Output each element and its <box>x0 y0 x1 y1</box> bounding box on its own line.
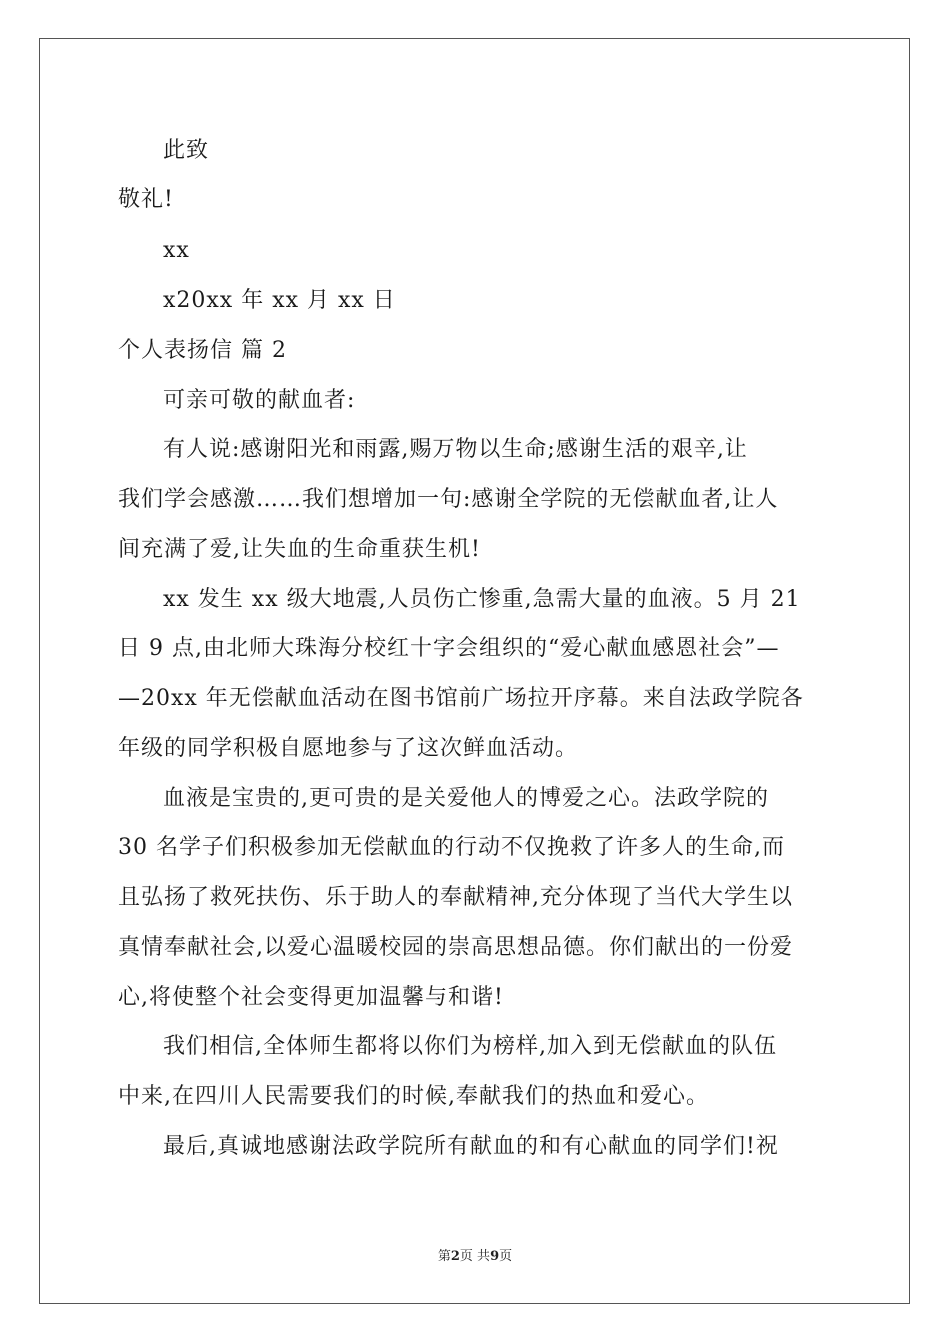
footer-suffix: 页 <box>499 1249 513 1264</box>
footer-total-pages: 9 <box>490 1249 500 1264</box>
paragraph-line: —20xx 年无偿献血活动在图书馆前广场拉开序幕。来自法政学院各 <box>118 686 804 711</box>
paragraph-line: 血液是宝贵的,更可贵的是关爱他人的博爱之心。法政学院的 <box>163 786 769 811</box>
footer-page-number: 2 <box>450 1249 460 1264</box>
paragraph-line: 我们相信,全体师生都将以你们为榜样,加入到无偿献血的队伍 <box>163 1034 777 1059</box>
paragraph-line: 我们学会感激……我们想增加一句:感谢全学院的无偿献血者,让人 <box>118 487 779 512</box>
letter-greeting: 可亲可敬的献血者: <box>163 388 356 413</box>
paragraph-line: 有人说:感谢阳光和雨露,赐万物以生命;感谢生活的艰辛,让 <box>163 437 748 462</box>
paragraph-line: 年级的同学积极自愿地参与了这次鲜血活动。 <box>118 736 579 761</box>
letter-signer: xx <box>163 238 190 263</box>
paragraph-line: 且弘扬了救死扶伤、乐于助人的奉献精神,充分体现了当代大学生以 <box>118 885 793 910</box>
letter-closing: 此致 <box>163 138 210 163</box>
letter-salute: 敬礼! <box>118 187 174 212</box>
paragraph-line: 真情奉献社会,以爱心温暖校园的崇高思想品德。你们献出的一份爱 <box>118 935 793 960</box>
paragraph-line: 中来,在四川人民需要我们的时候,奉献我们的热血和爱心。 <box>118 1084 709 1109</box>
paragraph-line: 日 9 点,由北师大珠海分校红十字会组织的“爱心献血感恩社会”— <box>118 636 780 661</box>
page-footer <box>0 1248 950 1266</box>
paragraph-line: 30 名学子们积极参加无偿献血的行动不仅挽救了许多人的生命,而 <box>118 835 785 860</box>
letter-date: x20xx 年 xx 月 xx 日 <box>163 288 396 313</box>
page-border <box>39 38 910 1304</box>
paragraph-line: 心,将使整个社会变得更加温馨与和谐! <box>118 985 504 1010</box>
paragraph-line: xx 发生 xx 级大地震,人员伤亡惨重,急需大量的血液。5 月 21 <box>163 587 801 612</box>
paragraph-line: 最后,真诚地感谢法政学院所有献血的和有心献血的同学们!祝 <box>163 1134 779 1159</box>
section-title: 个人表扬信 篇 2 <box>118 338 287 363</box>
footer-mid: 页 共 <box>459 1249 491 1264</box>
paragraph-line: 间充满了爱,让失血的生命重获生机! <box>118 537 481 562</box>
footer-prefix: 第 <box>437 1249 451 1264</box>
